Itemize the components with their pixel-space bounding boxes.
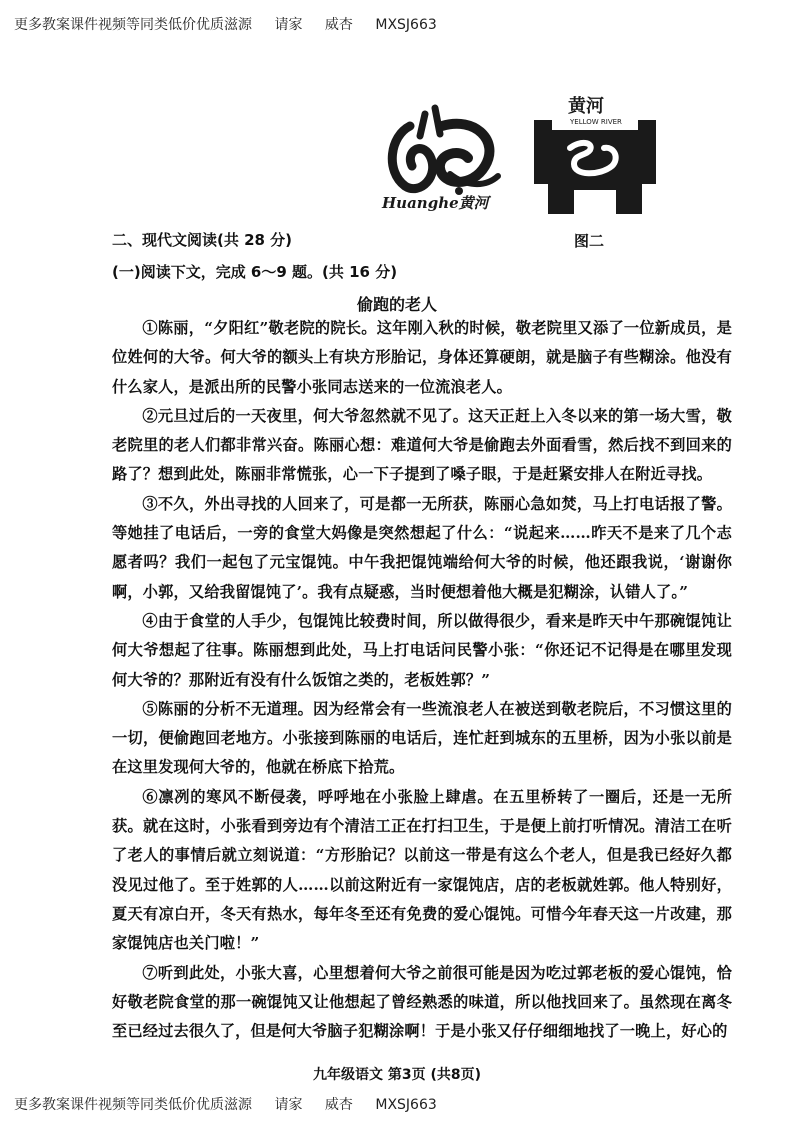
- essay-body: [112, 314, 732, 1046]
- essay-title: 偷跑的老人: [356, 295, 437, 314]
- paragraph-7: ⑦听到此处，小张大喜，心里想着何大爷之前很可能是因为吃过郭老板的爱心馄饨，恰好敬老院食堂的那一碗馄饨又让他想起了曾经熟悉的味道，所以他找回来了。虽然现在离冬至已经过去很久了，但是何大爷脑子犯糊涂啊！于是小张又仔仔细细地找了一晚上，好心的: [112, 963, 732, 1041]
- ad-code: MXSJ663: [375, 17, 437, 33]
- figure-label: 图二: [574, 232, 605, 250]
- page-footer: 九年级语文 第3页 (共8页): [312, 1067, 482, 1083]
- task-instruction: (一)阅读下文，完成 6～9 题。(共 16 分): [112, 263, 398, 281]
- logo1-caption: Huanghe黄河: [382, 194, 489, 212]
- logo2-english: YELLOW RIVER: [570, 118, 622, 126]
- paragraph-6: ⑥凛冽的寒风不断侵袭，呼呼地在小张脸上肆虐。在五里桥转了一圈后，还是一无所获。就在这时，小张看到旁边有个清洁工正在打扫卫生，于是便上前打听情况。清洁工在听了老人的事情后就立刻说道：“方形胎记？以前这一带是有这么个老人，但是我已经好久都没见过他了。至于姓郭的人……以前这附近有一家馄饨店，店的老板就姓郭。他人特别好，夏天有凉白开，冬天有热水，每年冬至还有免费的爱心馄饨。可惜今年春天这一片改建，那家馄饨店也关门啦！”: [112, 787, 732, 953]
- logo2-chinese: 黄河: [568, 96, 604, 117]
- bottom-ad-banner: [14, 1094, 455, 1114]
- ad-name: 威杏: [324, 17, 353, 33]
- paragraph-5: ⑤陈丽的分析不无道理。因为经常会有一些流浪老人在被送到敬老院后，不习惯这里的一切，便偷跑回老地方。小张接到陈丽的电话后，连忙赶到城东的五里桥，因为小张以前是在这里发现何大爷的，他就在桥底下拾荒。: [112, 699, 732, 777]
- top-ad-banner: [14, 14, 455, 34]
- ad-text: 更多教案课件视频等同类低价优质滋源: [14, 17, 252, 33]
- ad-name: 威杏: [324, 1097, 353, 1113]
- paragraph-1: ①陈丽，“夕阳红”敬老院的院长。这年刚入秋的时候，敬老院里又添了一位新成员，是位姓何的大爷。何大爷的额头上有块方形胎记，身体还算硬朗，就是脑子有些糊涂。他没有什么家人，是派出所的民警小张同志送来的一位流浪老人。: [112, 319, 732, 396]
- section-heading: 二、现代文阅读(共 28 分): [112, 231, 293, 249]
- paragraph-3: ③不久，外出寻找的人回来了，可是都一无所获，陈丽心急如焚，马上打电话报了警。等她挂了电话后，一旁的食堂大妈像是突然想起了什么：“说起来……昨天不是来了几个志愿者吗？我们一起包了元宝馄饨。中午我把馄饨端给何大爷的时候，他还跟我说，‘谢谢你啊，小郭，又给我留馄饨了’。我有点疑惑，当时便想着他大概是犯糊涂，认错人了。”: [112, 494, 732, 601]
- yellow-river-cauldron-logo: [530, 92, 660, 214]
- ad-invite: 请家: [274, 17, 303, 33]
- ad-code: MXSJ663: [375, 1097, 437, 1113]
- paragraph-4: ④由于食堂的人手少，包馄饨比较费时间，所以做得很少，看来是昨天中午那碗馄饨让何大爷想起了往事。陈丽想到此处，马上打电话问民警小张：“你还记不记得是在哪里发现何大爷的？那附近有没有什么饭馆之类的，老板姓郭？”: [112, 611, 732, 689]
- huanghe-calligraphy-logo: [380, 96, 510, 214]
- ad-text: 更多教案课件视频等同类低价优质滋源: [14, 1097, 252, 1113]
- paragraph-2: ②元旦过后的一天夜里，何大爷忽然就不见了。这天正赶上入冬以来的第一场大雪，敬老院里的老人们都非常兴奋。陈丽心想：难道何大爷是偷跑去外面看雪，然后找不到回来的路了？想到此处，陈丽非常慌张，心一下子提到了嗓子眼，于是赶紧安排人在附近寻找。: [112, 406, 732, 484]
- ad-invite: 请家: [274, 1097, 303, 1113]
